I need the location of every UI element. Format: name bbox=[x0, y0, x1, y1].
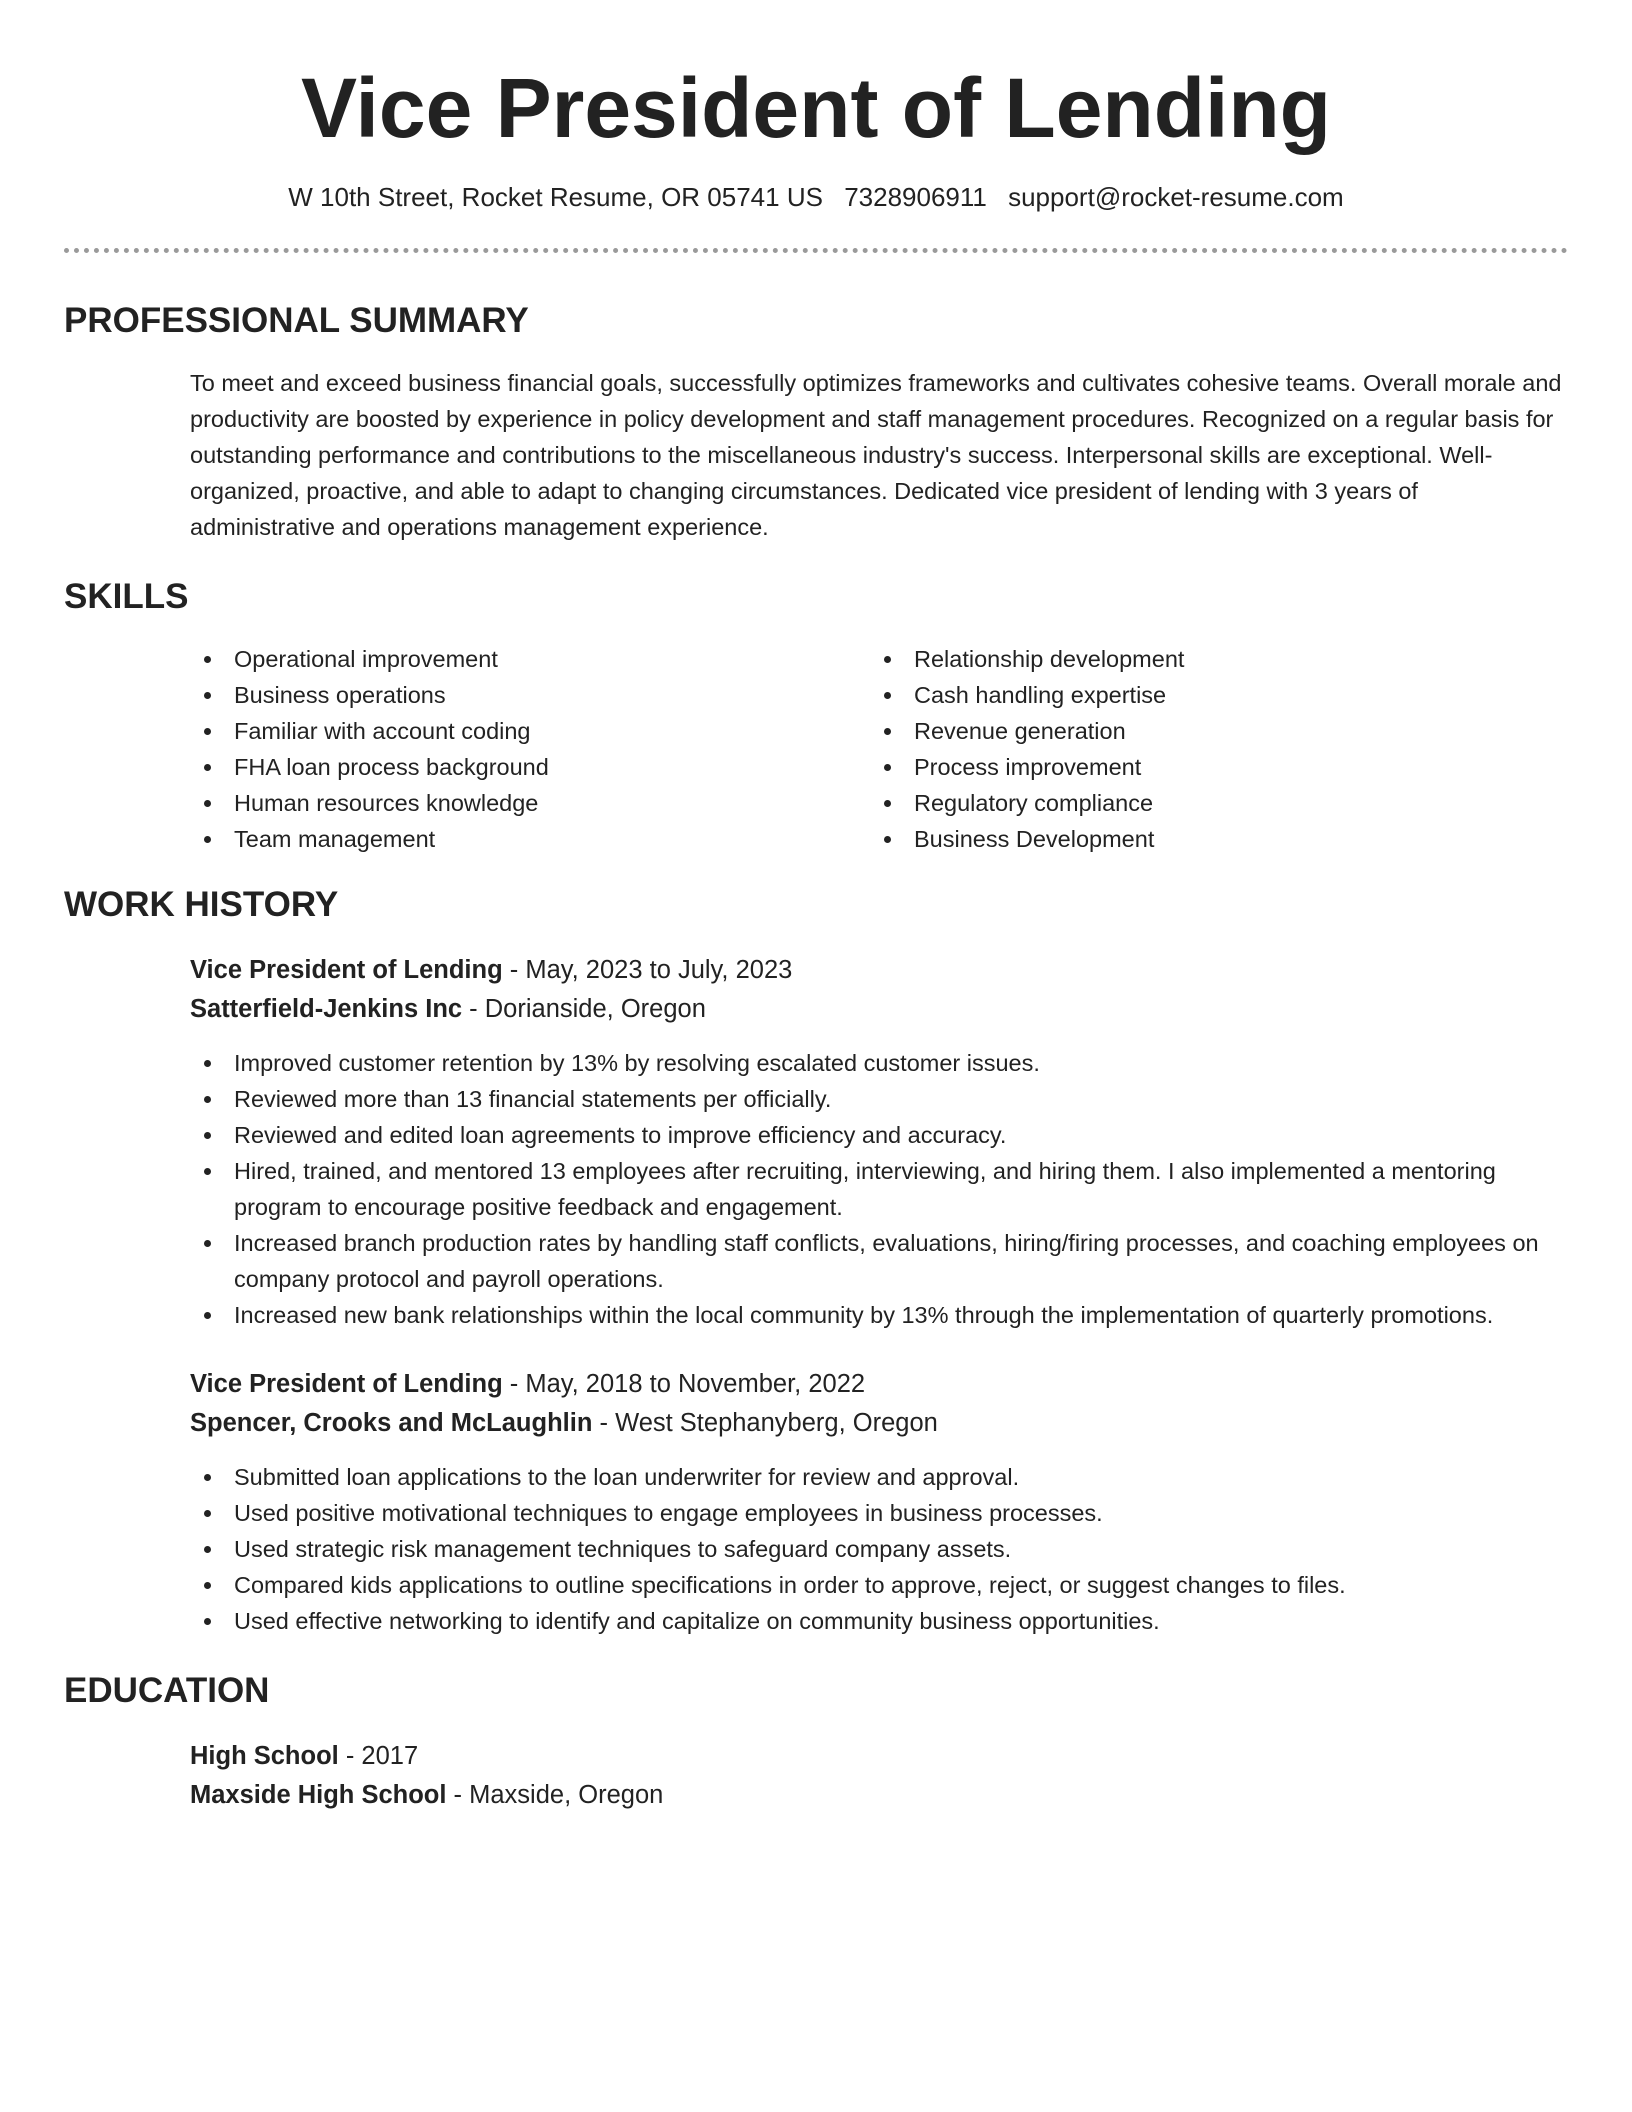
job-title-line bbox=[190, 951, 1568, 990]
header-divider bbox=[64, 248, 1568, 253]
contact-email: support@rocket-resume.com bbox=[1008, 182, 1344, 212]
job-company: Satterfield-Jenkins Inc bbox=[190, 995, 463, 1023]
education-location: - Maxside, Oregon bbox=[446, 1781, 664, 1809]
job-bullet: Compared kids applications to outline specifications in order to approve, reject, or suggest changes to files. bbox=[190, 1567, 1568, 1603]
job-location: - West Stephanyberg, Oregon bbox=[592, 1409, 938, 1437]
job-bullet: Reviewed more than 13 financial statements per officially. bbox=[190, 1081, 1568, 1117]
resume-page bbox=[64, 0, 1568, 1815]
job-bullet: Hired, trained, and mentored 13 employees after recruiting, interviewing, and hiring them. I also implemented a mentoring program to encourage positive feedback and engagement. bbox=[190, 1153, 1568, 1225]
job-company-line bbox=[190, 990, 1568, 1029]
skill-item: Regulatory compliance bbox=[870, 785, 1550, 821]
education-school: Maxside High School bbox=[190, 1781, 447, 1809]
skill-item: Revenue generation bbox=[870, 713, 1550, 749]
section-heading-education: EDUCATION bbox=[64, 1671, 270, 1710]
skill-item: Process improvement bbox=[870, 749, 1550, 785]
skills-column-right bbox=[870, 641, 1550, 857]
job-dates: - May, 2018 to November, 2022 bbox=[502, 1370, 866, 1398]
skill-item: Cash handling expertise bbox=[870, 677, 1550, 713]
skill-item: Operational improvement bbox=[190, 641, 870, 677]
job-company: Spencer, Crooks and McLaughlin bbox=[190, 1409, 593, 1437]
skill-item: Business operations bbox=[190, 677, 870, 713]
section-heading-work-history: WORK HISTORY bbox=[64, 885, 339, 924]
job-location: - Dorianside, Oregon bbox=[462, 995, 706, 1023]
education-year: - 2017 bbox=[338, 1742, 419, 1770]
skill-item: FHA loan process background bbox=[190, 749, 870, 785]
contact-phone: 7328906911 bbox=[844, 182, 987, 212]
job-bullet: Increased branch production rates by handling staff conflicts, evaluations, hiring/firing processes, and coaching employees on company protocol and payroll operations. bbox=[190, 1225, 1568, 1297]
job-title: Vice President of Lending bbox=[190, 1370, 503, 1398]
contact-line bbox=[64, 180, 1568, 214]
skills-column-left bbox=[190, 641, 870, 857]
skill-item: Familiar with account coding bbox=[190, 713, 870, 749]
job-dates: - May, 2023 to July, 2023 bbox=[502, 956, 793, 984]
education-degree: High School bbox=[190, 1742, 339, 1770]
job-bullet: Used effective networking to identify and capitalize on community business opportunities. bbox=[190, 1603, 1568, 1639]
job-bullet: Used positive motivational techniques to engage employees in business processes. bbox=[190, 1495, 1568, 1531]
job-entry bbox=[190, 951, 1568, 1333]
job-entry bbox=[190, 1365, 1568, 1639]
education-entry bbox=[190, 1737, 1568, 1815]
job-bullet: Submitted loan applications to the loan underwriter for review and approval. bbox=[190, 1459, 1568, 1495]
education-degree-line bbox=[190, 1737, 1568, 1776]
resume-title: Vice President of Lending bbox=[301, 61, 1331, 155]
job-bullet: Increased new bank relationships within the local community by 13% through the implementation of quarterly promotions. bbox=[190, 1297, 1568, 1333]
job-bullets bbox=[190, 1459, 1568, 1639]
section-heading-skills: SKILLS bbox=[64, 577, 189, 616]
job-company-line bbox=[190, 1404, 1568, 1443]
job-bullets bbox=[190, 1045, 1568, 1333]
section-heading-summary: PROFESSIONAL SUMMARY bbox=[64, 301, 529, 340]
skill-item: Business Development bbox=[870, 821, 1550, 857]
job-bullet: Improved customer retention by 13% by resolving escalated customer issues. bbox=[190, 1045, 1568, 1081]
job-bullet: Used strategic risk management techniques to safeguard company assets. bbox=[190, 1531, 1568, 1567]
skill-item: Human resources knowledge bbox=[190, 785, 870, 821]
education-school-line bbox=[190, 1776, 1568, 1815]
job-title-line bbox=[190, 1365, 1568, 1404]
summary-text: To meet and exceed business financial goals, successfully optimizes frameworks and cultivates cohesive teams. Overall morale and productivity are boosted by experience in policy development and staff management procedures. Recognized on a regular basis for outstanding performance and contributions to the miscellaneous industry's success. Interpersonal skills are exceptional. Well-organized, proactive, and able to adapt to changing circumstances. Dedicated vice president of lending with 3 years of administrative and operations management experience. bbox=[190, 370, 1562, 540]
contact-address: W 10th Street, Rocket Resume, OR 05741 US bbox=[288, 182, 823, 212]
job-bullet: Reviewed and edited loan agreements to improve efficiency and accuracy. bbox=[190, 1117, 1568, 1153]
job-title: Vice President of Lending bbox=[190, 956, 503, 984]
skill-item: Team management bbox=[190, 821, 870, 857]
skill-item: Relationship development bbox=[870, 641, 1550, 677]
skills-list bbox=[190, 641, 1568, 857]
